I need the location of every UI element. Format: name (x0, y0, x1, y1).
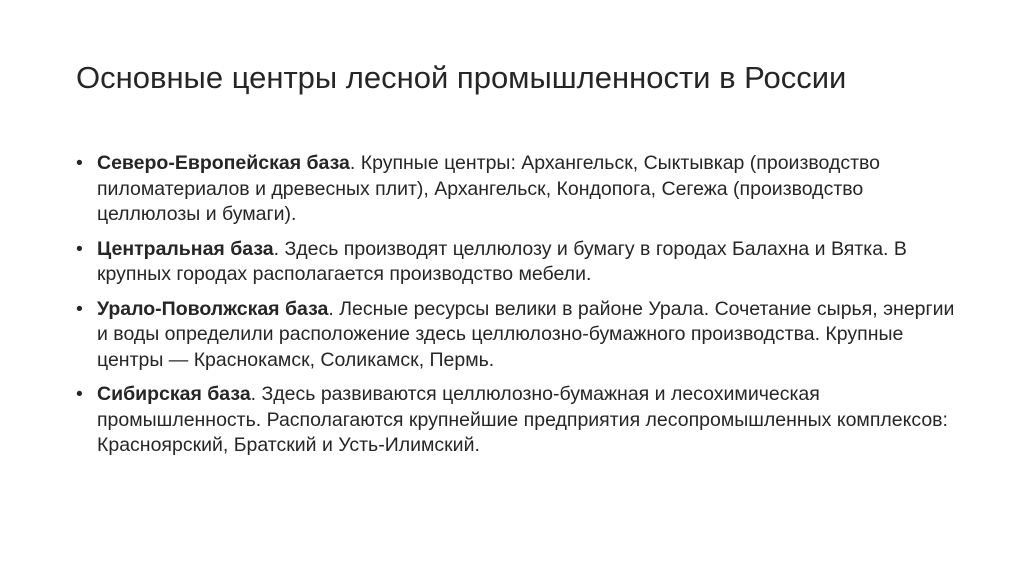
bullet-item-north-european (76, 151, 956, 228)
bullet-list (76, 151, 956, 468)
bullet-text: . Крупные центры: Архангельск, Сыктывкар (производство пиломатериалов и древесных плит), Архангельск, Кондопога, Сегежа (производство целлюлозы и бумаги). (97, 152, 880, 225)
bullet-term: Урало-Поволжская база (97, 297, 329, 320)
bullet-icon: • (76, 297, 83, 320)
bullet-icon: • (76, 152, 83, 174)
bullet-item-central (76, 237, 956, 288)
bullet-term: Северо-Европейская база (97, 152, 350, 174)
bullet-icon: • (76, 383, 83, 405)
bullet-icon: • (76, 237, 83, 260)
bullet-term: Сибирская база (97, 383, 251, 405)
bullet-text: . Здесь производят целлюлозу и бумагу в городах Балахна и Вятка. В крупных городах располагается производство мебели. (97, 237, 907, 285)
bullet-term: Центральная база (97, 237, 274, 260)
slide-title: Основные центры лесной промышленности в России (76, 60, 847, 95)
bullet-text: . Здесь развиваются целлюлозно-бумажная и лесохимическая промышленность. Располагаются крупнейшие предприятия лесопромышленных комплексов: Красноярский, Братский и Усть-Илимский. (97, 383, 948, 456)
bullet-text: . Лесные ресурсы велики в районе Урала. Сочетание сырья, энергии и воды определили расположение здесь целлюлозно-бумажного производства. Крупные центры — Краснокамск, Соликамск, Пермь. (97, 297, 955, 371)
bullet-item-ural-volga (76, 297, 956, 374)
bullet-item-siberian (76, 382, 956, 459)
